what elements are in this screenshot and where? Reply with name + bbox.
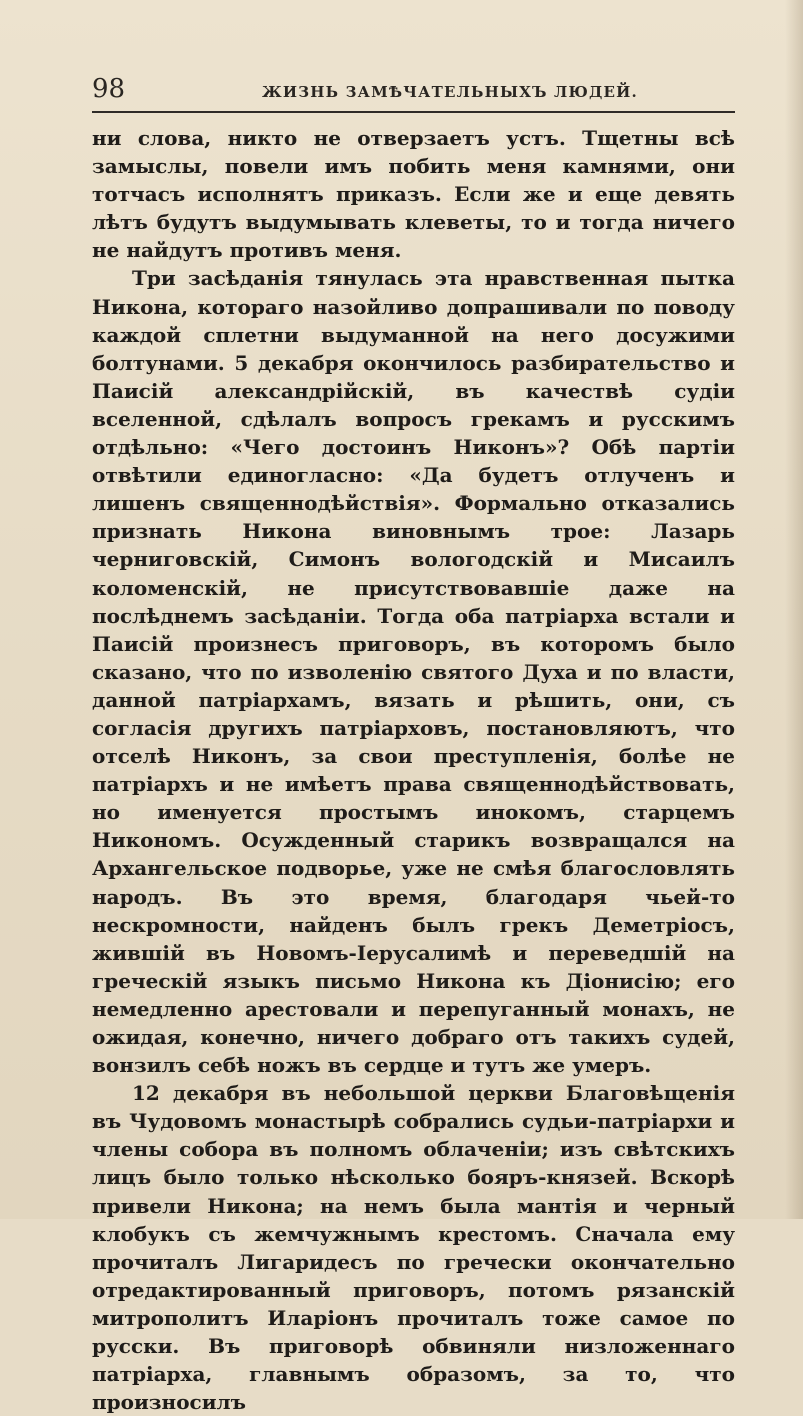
page-header — [92, 74, 735, 108]
header-rule — [92, 111, 735, 113]
paragraph: Три засѣданія тянулась эта нравственная пытка Никона, котораго назойливо допрашивали по поводу каждой сплетни выдуманной на него досужими болтунами. 5 декабря окончилось разбирательство и Паисій александрійскій, въ качествѣ судіи вселенной, сдѣлалъ вопросъ грекамъ и русскимъ отдѣльно: «Чего достоинъ Никонъ»? Обѣ партіи отвѣтили единогласно: «Да будетъ отлученъ и лишенъ священнодѣйствія». Формально отказались признать Никона виновнымъ трое: Лазарь черниговскій, Симонъ вологодскій и Мисаилъ коломенскій, не присутствовавшіе даже на послѣднемъ засѣданіи. Тогда оба патріарха встали и Паисій произнесъ приговоръ, въ которомъ было сказано, что по изволенію святого Духа и по власти, данной патріархамъ, вязать и рѣшить, они, съ согласія другихъ патріарховъ, постановляютъ, что отселѣ Никонъ, за свои преступленія, болѣе не патріархъ и не имѣетъ права священнодѣйствовать, но именуется простымъ инокомъ, старцемъ Никономъ. Осужденный старикъ возвращался на Архангельское подворье, уже не смѣя благословлять народъ. Въ это время, благодаря чьей-то нескромности, найденъ былъ грекъ Деметріосъ, жившій въ Новомъ-Іерусалимѣ и переведшій на греческій языкъ письмо Никона къ Діонисію; его немедленно арестовали и перепуганный монахъ, не ожидая, конечно, ничего добраго отъ такихъ судей, вонзилъ себѣ ножъ въ сердце и тутъ же умеръ. — [92, 266, 735, 1078]
body-text — [92, 124, 735, 1416]
paragraph-continued: ни слова, никто не отверзаетъ устъ. Тщетны всѣ замыслы, повели имъ побить меня камнями, они тотчасъ исполнятъ приказъ. Если же и еще девять лѣтъ будутъ выдумывать клеветы, то и тогда ничего не найдутъ противъ меня. — [92, 126, 735, 263]
running-title: ЖИЗНЬ ЗАМѢЧАТЕЛЬНЫХЪ ЛЮДЕЙ. — [262, 83, 638, 101]
page-edge-shadow — [785, 0, 803, 1219]
page-number: 98 — [92, 74, 126, 104]
paragraph: 12 декабря въ небольшой церкви Благовѣщенія въ Чудовомъ монастырѣ собрались судьи-патріархи и члены собора въ полномъ облаченіи; изъ свѣтскихъ лицъ было только нѣсколько бояръ-князей. Вскорѣ привели Никона; на немъ была мантія и черный клобукъ съ жемчужнымъ крестомъ. Сначала ему прочиталъ Лигаридесъ по гречески окончательно отредактированный приговоръ, потомъ рязанскій митрополитъ Иларіонъ прочиталъ тоже самое по русски. Въ приговорѣ обвиняли низложеннаго патріарха, главнымъ образомъ, за то, что произносилъ — [92, 1081, 735, 1415]
